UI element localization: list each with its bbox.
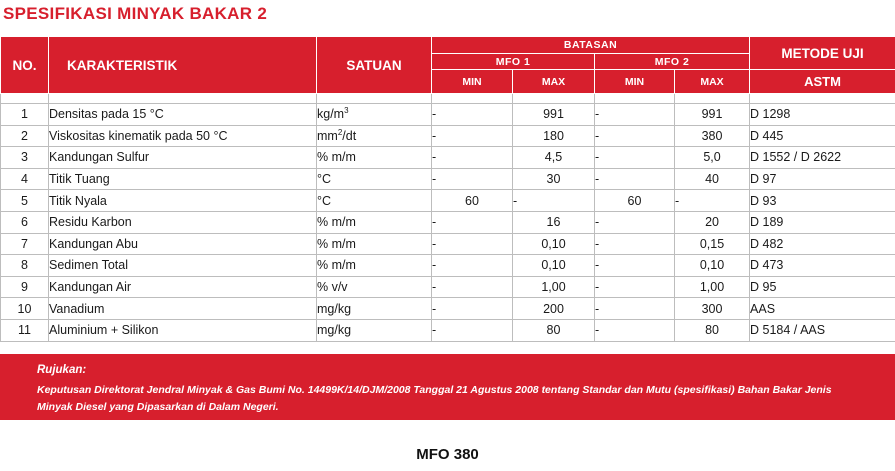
row-metode: D 482 [750, 233, 895, 255]
row-karakteristik: Aluminium + Silikon [49, 319, 317, 341]
row-mfo1-min: - [432, 104, 513, 126]
row-number: 1 [1, 104, 49, 126]
row-mfo1-max: 991 [513, 104, 595, 126]
reference-text: Keputusan Direktorat Jendral Minyak & Gas Bumi No. 14499K/14/DJM/2008 Tanggal 21 Agustus 2008 tentang Standar dan Mutu (spesifikasi) Bahan Bakar Jenis Minyak Diesel yang Dipasarkan di Dalam Negeri. [37, 384, 832, 413]
row-satuan: % m/m [317, 147, 432, 169]
row-mfo2-max: 1,00 [675, 276, 750, 298]
reference-label: Rujukan: [37, 364, 87, 376]
row-mfo2-min: - [595, 276, 675, 298]
row-mfo1-max: - [513, 190, 595, 212]
table-row [1, 168, 895, 190]
table-row [1, 125, 895, 147]
header-astm: ASTM [750, 70, 895, 94]
row-karakteristik: Titik Tuang [49, 168, 317, 190]
specification-table [0, 36, 895, 342]
header-mfo1: MFO 1 [432, 54, 595, 70]
row-mfo2-min: - [595, 104, 675, 126]
table-body [1, 94, 895, 342]
row-mfo1-min: - [432, 125, 513, 147]
row-metode: D 5184 / AAS [750, 319, 895, 341]
row-number: 4 [1, 168, 49, 190]
row-mfo1-max: 0,10 [513, 255, 595, 277]
row-number: 7 [1, 233, 49, 255]
row-number: 3 [1, 147, 49, 169]
header-batasan: BATASAN [432, 37, 750, 54]
row-mfo1-max: 30 [513, 168, 595, 190]
row-mfo1-min: - [432, 276, 513, 298]
row-karakteristik: Residu Karbon [49, 211, 317, 233]
row-satuan: % m/m [317, 255, 432, 277]
row-mfo2-max: - [675, 190, 750, 212]
row-mfo1-max: 4,5 [513, 147, 595, 169]
row-mfo2-min: 60 [595, 190, 675, 212]
row-metode: D 473 [750, 255, 895, 277]
spacer-row [1, 94, 895, 104]
image-caption: MFO 380 [416, 446, 479, 463]
row-mfo2-min: - [595, 211, 675, 233]
row-satuan: % v/v [317, 276, 432, 298]
row-mfo1-max: 200 [513, 298, 595, 320]
row-satuan: % m/m [317, 233, 432, 255]
row-mfo2-max: 0,10 [675, 255, 750, 277]
header-mfo1-min: MIN [432, 70, 513, 94]
row-mfo2-min: - [595, 319, 675, 341]
row-number: 11 [1, 319, 49, 341]
row-mfo2-min: - [595, 168, 675, 190]
row-mfo2-min: - [595, 255, 675, 277]
table-row [1, 190, 895, 212]
row-satuan: mg/kg [317, 319, 432, 341]
row-mfo2-max: 20 [675, 211, 750, 233]
row-karakteristik: Sedimen Total [49, 255, 317, 277]
row-mfo2-min: - [595, 233, 675, 255]
row-karakteristik: Kandungan Abu [49, 233, 317, 255]
row-karakteristik: Densitas pada 15 °C [49, 104, 317, 126]
row-mfo2-max: 0,15 [675, 233, 750, 255]
row-metode: AAS [750, 298, 895, 320]
row-number: 6 [1, 211, 49, 233]
row-mfo1-min: - [432, 255, 513, 277]
row-metode: D 95 [750, 276, 895, 298]
row-metode: D 93 [750, 190, 895, 212]
row-mfo2-min: - [595, 298, 675, 320]
row-karakteristik: Titik Nyala [49, 190, 317, 212]
row-karakteristik: Viskositas kinematik pada 50 °C [49, 125, 317, 147]
row-metode: D 1298 [750, 104, 895, 126]
row-mfo1-min: - [432, 298, 513, 320]
row-mfo2-max: 40 [675, 168, 750, 190]
table-row [1, 255, 895, 277]
row-karakteristik: Kandungan Air [49, 276, 317, 298]
row-satuan: $kg/m^3$ [317, 104, 432, 126]
row-mfo1-min: - [432, 233, 513, 255]
row-karakteristik: Vanadium [49, 298, 317, 320]
row-metode: D 445 [750, 125, 895, 147]
row-mfo1-max: 80 [513, 319, 595, 341]
page-title: SPESIFIKASI MINYAK BAKAR 2 [3, 4, 268, 23]
row-karakteristik: Kandungan Sulfur [49, 147, 317, 169]
row-mfo2-max: 991 [675, 104, 750, 126]
table-row [1, 276, 895, 298]
row-mfo2-min: - [595, 147, 675, 169]
table-row [1, 298, 895, 320]
row-mfo2-max: 80 [675, 319, 750, 341]
header-mfo2-min: MIN [595, 70, 675, 94]
row-satuan: $mm^2/dt$ [317, 125, 432, 147]
table-row [1, 104, 895, 126]
row-number: 8 [1, 255, 49, 277]
reference-footer [0, 354, 895, 420]
row-number: 10 [1, 298, 49, 320]
header-no: NO. [1, 37, 49, 94]
header-karakteristik: KARAKTERISTIK [49, 37, 317, 94]
row-satuan: °C [317, 168, 432, 190]
table-row [1, 319, 895, 341]
row-number: 2 [1, 125, 49, 147]
header-satuan: SATUAN [317, 37, 432, 94]
row-mfo1-max: 0,10 [513, 233, 595, 255]
row-mfo1-min: - [432, 319, 513, 341]
row-mfo1-max: 180 [513, 125, 595, 147]
header-metode-uji: METODE UJI [750, 37, 895, 70]
row-mfo2-min: - [595, 125, 675, 147]
header-mfo2: MFO 2 [595, 54, 750, 70]
table-row [1, 147, 895, 169]
row-metode: D 189 [750, 211, 895, 233]
row-mfo2-max: 380 [675, 125, 750, 147]
row-mfo1-max: 16 [513, 211, 595, 233]
row-number: 5 [1, 190, 49, 212]
row-metode: D 1552 / D 2622 [750, 147, 895, 169]
row-mfo1-min: - [432, 211, 513, 233]
row-mfo1-max: 1,00 [513, 276, 595, 298]
row-satuan: mg/kg [317, 298, 432, 320]
header-mfo1-max: MAX [513, 70, 595, 94]
table-row [1, 211, 895, 233]
row-number: 9 [1, 276, 49, 298]
row-metode: D 97 [750, 168, 895, 190]
row-mfo1-min: - [432, 147, 513, 169]
row-mfo2-max: 5,0 [675, 147, 750, 169]
row-mfo2-max: 300 [675, 298, 750, 320]
row-mfo1-min: 60 [432, 190, 513, 212]
row-mfo1-min: - [432, 168, 513, 190]
row-satuan: °C [317, 190, 432, 212]
row-satuan: % m/m [317, 211, 432, 233]
header-mfo2-max: MAX [675, 70, 750, 94]
table-row [1, 233, 895, 255]
